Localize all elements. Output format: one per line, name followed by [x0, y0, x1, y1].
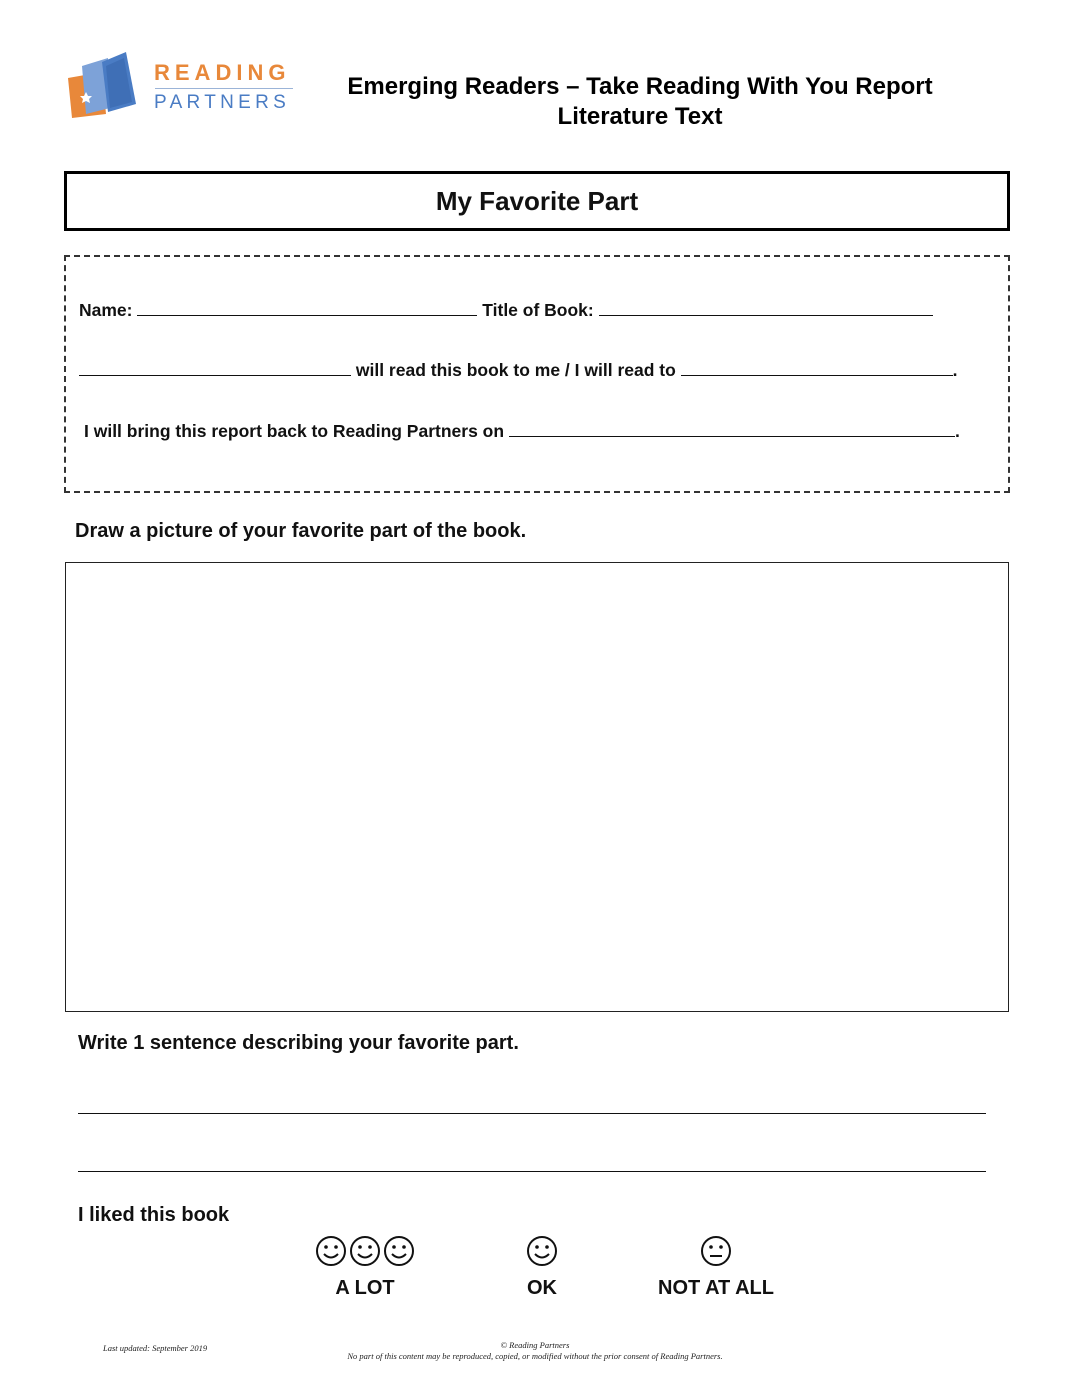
writing-line-2[interactable]	[78, 1171, 986, 1172]
reading-partners-logo	[62, 50, 302, 122]
rating-ok-label: OK	[527, 1277, 557, 1299]
logo-divider	[155, 88, 293, 89]
listener-blank[interactable]	[681, 361, 953, 376]
draw-prompt: Draw a picture of your favorite part of the book.	[75, 520, 527, 542]
header-title-line2: Literature Text	[557, 103, 723, 130]
neutral-face-icon	[700, 1235, 732, 1267]
rating-ok-faces	[492, 1235, 592, 1269]
header-title-line1: Emerging Readers – Take Reading With You Report	[347, 73, 933, 100]
book-title-blank[interactable]	[599, 301, 933, 316]
book-logo-icon	[62, 52, 146, 118]
drawing-area[interactable]	[65, 562, 1009, 1012]
page-title: My Favorite Part	[435, 185, 639, 216]
student-info-box	[64, 255, 1010, 493]
smiley-face-icon	[315, 1235, 347, 1267]
name-blank[interactable]	[137, 301, 477, 316]
rating-not-at-all-label: NOT AT ALL	[658, 1277, 774, 1299]
copyright-notice: No part of this content may be reproduced, copied, or modified without the prior consent of Reading Partners.	[347, 1351, 723, 1361]
reader-period: .	[952, 360, 958, 380]
book-title-label: Title of Book:	[482, 300, 594, 320]
return-date-row	[84, 421, 960, 442]
last-updated-note: Last updated: September 2019	[103, 1343, 208, 1353]
rating-a-lot-label: A LOT	[335, 1277, 395, 1299]
return-period: .	[954, 421, 960, 441]
smiley-face-icon	[383, 1235, 415, 1267]
page-title-box	[64, 171, 1010, 231]
reader-middle-text: will read this book to me / I will read to	[355, 360, 676, 380]
writing-line-1[interactable]	[78, 1113, 986, 1114]
report-header	[300, 72, 980, 132]
copyright-footer	[270, 1340, 800, 1362]
smiley-face-icon	[526, 1235, 558, 1267]
rating-not-at-all-faces	[636, 1235, 796, 1269]
return-date-blank[interactable]	[509, 422, 955, 437]
name-label: Name:	[79, 300, 133, 320]
smiley-face-icon	[349, 1235, 381, 1267]
rating-not-at-all[interactable]	[636, 1235, 796, 1300]
name-title-row	[79, 300, 933, 321]
logo-word-partners: PARTNERS	[154, 92, 291, 113]
liked-label: I liked this book	[78, 1204, 230, 1226]
write-prompt: Write 1 sentence describing your favorite part.	[78, 1032, 519, 1054]
reader-row	[79, 360, 958, 381]
rating-ok[interactable]	[492, 1235, 592, 1300]
reader-blank[interactable]	[79, 361, 351, 376]
rating-a-lot-faces	[300, 1235, 430, 1269]
rating-a-lot[interactable]	[300, 1235, 430, 1300]
return-date-text: I will bring this report back to Reading Partners on	[84, 421, 505, 441]
copyright-line: © Reading Partners	[500, 1340, 570, 1350]
logo-word-reading: READING	[154, 60, 291, 85]
